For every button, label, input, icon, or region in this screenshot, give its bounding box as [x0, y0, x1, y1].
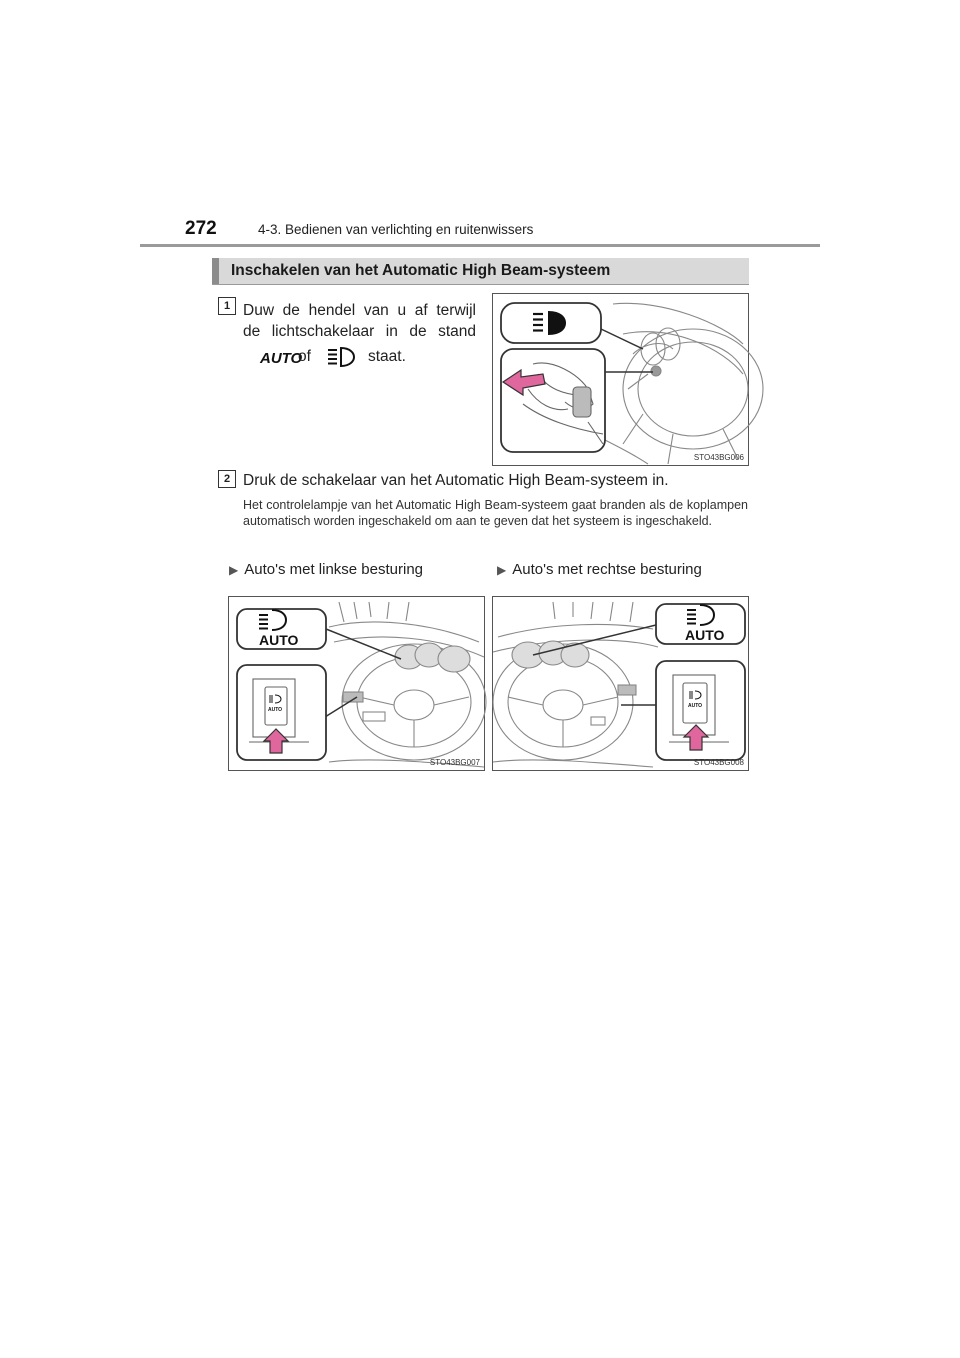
auto-symbol-text: AUTO [260, 350, 303, 367]
figure-left-hand-drive [228, 596, 485, 771]
page-number: 272 [185, 218, 217, 239]
step2-note: Het controlelampje van het Automatic High Beam-systeem gaat branden als de koplampen automatisch worden ingeschakeld om aan te geven dat het systeem is ingeschakeld. [243, 498, 748, 528]
step-number-1: 1 [218, 297, 236, 315]
step2-text: Druk de schakelaar van het Automatic High Beam-systeem in. [243, 472, 669, 489]
section-heading [212, 258, 749, 284]
left-hand-label: Auto's met linkse besturing [244, 561, 424, 578]
right-hand-dashboard-illustration [493, 597, 750, 772]
auto-label: AUTO [685, 627, 725, 643]
section-heading-text: Inschakelen van het Automatic High Beam-systeem [231, 262, 611, 279]
figure-code-2: STO43BG007 [429, 758, 480, 767]
figure-right-hand-drive [492, 596, 749, 771]
figure-lever-operation [492, 293, 749, 466]
step1-line3 [258, 345, 478, 369]
bullet-right-hand [497, 561, 702, 578]
left-hand-dashboard-illustration [229, 597, 486, 772]
step-number-2: 2 [218, 470, 236, 488]
bullet-arrow-icon: ▶ [229, 563, 239, 577]
headlight-icon [326, 345, 356, 369]
auto-symbol-icon [258, 348, 303, 367]
header-divider [140, 244, 820, 247]
step1-line1: Duw de hendel van u af terwijl [243, 302, 476, 319]
auto-label: AUTO [259, 632, 299, 648]
step1-line2: de lichtschakelaar in de stand [243, 323, 476, 340]
step1-text [243, 300, 476, 342]
step1-connector: of [298, 348, 311, 365]
bullet-left-hand [229, 561, 423, 578]
step1-suffix: staat. [368, 348, 406, 365]
lever-illustration [493, 294, 750, 467]
section-divider [212, 284, 749, 285]
figure-code-1: STO43BG006 [693, 453, 744, 462]
svg-text:AUTO: AUTO [688, 703, 703, 709]
right-hand-label: Auto's met rechtse besturing [512, 561, 702, 578]
chapter-title: 4-3. Bedienen van verlichting en ruitenwissers [258, 222, 534, 237]
svg-text:AUTO: AUTO [268, 707, 283, 713]
figure-code-3: STO43BG008 [693, 758, 744, 767]
bullet-arrow-icon: ▶ [497, 563, 507, 577]
